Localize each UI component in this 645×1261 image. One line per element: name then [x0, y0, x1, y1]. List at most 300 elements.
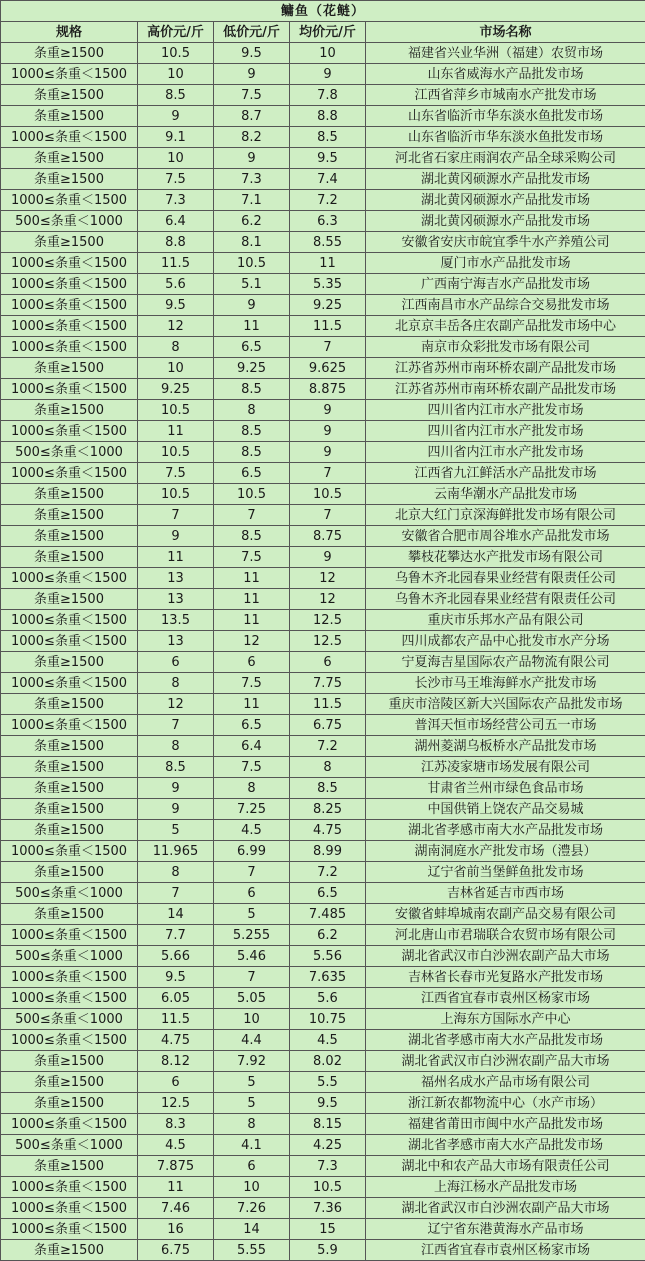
- high-price-cell: 9: [138, 526, 214, 547]
- spec-cell: 条重≥1500: [1, 85, 138, 106]
- high-price-cell: 9.5: [138, 967, 214, 988]
- low-price-cell: 9: [214, 295, 290, 316]
- avg-price-cell: 7: [290, 505, 366, 526]
- high-price-cell: 12.5: [138, 1093, 214, 1114]
- avg-price-cell: 7.2: [290, 736, 366, 757]
- high-price-cell: 10.5: [138, 484, 214, 505]
- market-name-cell: 福建省兴业华洲（福建）农贸市场: [366, 43, 645, 64]
- market-name-cell: 湖北省武汉市白沙洲农副产品大市场: [366, 1051, 645, 1072]
- low-price-cell: 6.5: [214, 715, 290, 736]
- spec-cell: 条重≥1500: [1, 484, 138, 505]
- avg-price-cell: 9.5: [290, 148, 366, 169]
- market-name-cell: 福州名成水产品市场有限公司: [366, 1072, 645, 1093]
- market-name-cell: 江西省萍乡市城南水产批发市场: [366, 85, 645, 106]
- market-name-cell: 北京京丰岳各庄农副产品批发市场中心: [366, 316, 645, 337]
- table-row: [1, 85, 645, 106]
- header-row: [1, 22, 645, 43]
- table-row: [1, 463, 645, 484]
- low-price-cell: 4.5: [214, 820, 290, 841]
- low-price-cell: 6.99: [214, 841, 290, 862]
- high-price-cell: 8: [138, 862, 214, 883]
- high-price-cell: 6: [138, 1072, 214, 1093]
- high-price-cell: 7: [138, 505, 214, 526]
- table-row: [1, 1072, 645, 1093]
- avg-price-cell: 7.4: [290, 169, 366, 190]
- low-price-cell: 11: [214, 610, 290, 631]
- low-price-cell: 7: [214, 967, 290, 988]
- high-price-cell: 6.75: [138, 1240, 214, 1261]
- spec-cell: 条重≥1500: [1, 148, 138, 169]
- avg-price-cell: 9.625: [290, 358, 366, 379]
- low-price-cell: 5.05: [214, 988, 290, 1009]
- low-price-cell: 10.5: [214, 253, 290, 274]
- market-name-cell: 辽宁省东港黄海水产品市场: [366, 1219, 645, 1240]
- market-name-cell: 重庆市乐邦水产品有限公司: [366, 610, 645, 631]
- table-row: [1, 925, 645, 946]
- high-price-cell: 10: [138, 358, 214, 379]
- spec-cell: 条重≥1500: [1, 358, 138, 379]
- spec-cell: 1000≤条重＜1500: [1, 631, 138, 652]
- market-name-cell: 宁夏海吉星国际农产品物流有限公司: [366, 652, 645, 673]
- low-price-cell: 9: [214, 64, 290, 85]
- table-row: [1, 1177, 645, 1198]
- low-price-cell: 7.3: [214, 169, 290, 190]
- table-row: [1, 316, 645, 337]
- high-price-cell: 8.3: [138, 1114, 214, 1135]
- low-price-cell: 5.46: [214, 946, 290, 967]
- market-name-cell: 江西省九江鲜活水产品批发市场: [366, 463, 645, 484]
- high-price-cell: 10: [138, 148, 214, 169]
- market-name-cell: 湖北黄冈硕源水产品批发市场: [366, 211, 645, 232]
- avg-price-cell: 9: [290, 547, 366, 568]
- market-name-cell: 四川省内江市水产批发市场: [366, 421, 645, 442]
- table-row: [1, 652, 645, 673]
- table-row: [1, 631, 645, 652]
- avg-price-cell: 5.56: [290, 946, 366, 967]
- market-name-cell: 河北唐山市君瑞联合农贸市场有限公司: [366, 925, 645, 946]
- high-price-cell: 11.5: [138, 1009, 214, 1030]
- low-price-cell: 8.2: [214, 127, 290, 148]
- high-price-cell: 7.875: [138, 1156, 214, 1177]
- high-price-cell: 10: [138, 64, 214, 85]
- table-row: [1, 1135, 645, 1156]
- table-row: [1, 421, 645, 442]
- high-price-cell: 12: [138, 316, 214, 337]
- low-price-cell: 7.5: [214, 673, 290, 694]
- market-name-cell: 云南华潮水产品批发市场: [366, 484, 645, 505]
- low-price-cell: 8.5: [214, 421, 290, 442]
- market-name-cell: 攀枝花攀达水产批发市场有限公司: [366, 547, 645, 568]
- table-row: [1, 568, 645, 589]
- low-price-cell: 4.4: [214, 1030, 290, 1051]
- high-price-cell: 8.8: [138, 232, 214, 253]
- avg-price-cell: 8.5: [290, 778, 366, 799]
- spec-cell: 条重≥1500: [1, 526, 138, 547]
- market-name-cell: 山东省威海水产品批发市场: [366, 64, 645, 85]
- table-row: [1, 106, 645, 127]
- avg-price-cell: 7.75: [290, 673, 366, 694]
- header-avg-price: 均价元/斤: [290, 22, 366, 43]
- table-row: [1, 967, 645, 988]
- avg-price-cell: 12.5: [290, 631, 366, 652]
- low-price-cell: 6.4: [214, 736, 290, 757]
- spec-cell: 1000≤条重＜1500: [1, 127, 138, 148]
- market-name-cell: 上海江杨水产品批发市场: [366, 1177, 645, 1198]
- high-price-cell: 11: [138, 1177, 214, 1198]
- spec-cell: 条重≥1500: [1, 547, 138, 568]
- high-price-cell: 5.66: [138, 946, 214, 967]
- high-price-cell: 9: [138, 106, 214, 127]
- avg-price-cell: 4.5: [290, 1030, 366, 1051]
- avg-price-cell: 7.485: [290, 904, 366, 925]
- high-price-cell: 6.4: [138, 211, 214, 232]
- table-row: [1, 400, 645, 421]
- market-name-cell: 江苏凌家塘市场发展有限公司: [366, 757, 645, 778]
- high-price-cell: 9: [138, 799, 214, 820]
- spec-cell: 条重≥1500: [1, 505, 138, 526]
- avg-price-cell: 6: [290, 652, 366, 673]
- table-row: [1, 1093, 645, 1114]
- avg-price-cell: 10: [290, 43, 366, 64]
- low-price-cell: 7.5: [214, 547, 290, 568]
- spec-cell: 条重≥1500: [1, 1072, 138, 1093]
- spec-cell: 500≤条重＜1000: [1, 883, 138, 904]
- low-price-cell: 7.5: [214, 757, 290, 778]
- table-row: [1, 1219, 645, 1240]
- high-price-cell: 13: [138, 589, 214, 610]
- high-price-cell: 13: [138, 631, 214, 652]
- market-name-cell: 四川省内江市水产批发市场: [366, 442, 645, 463]
- title-row: [1, 1, 645, 22]
- spec-cell: 1000≤条重＜1500: [1, 190, 138, 211]
- low-price-cell: 11: [214, 589, 290, 610]
- avg-price-cell: 8.75: [290, 526, 366, 547]
- avg-price-cell: 7.8: [290, 85, 366, 106]
- avg-price-cell: 8.99: [290, 841, 366, 862]
- low-price-cell: 5: [214, 1093, 290, 1114]
- low-price-cell: 6.2: [214, 211, 290, 232]
- spec-cell: 1000≤条重＜1500: [1, 337, 138, 358]
- high-price-cell: 9.5: [138, 295, 214, 316]
- low-price-cell: 11: [214, 568, 290, 589]
- low-price-cell: 8.7: [214, 106, 290, 127]
- market-name-cell: 湖南洞庭水产批发市场（澧县）: [366, 841, 645, 862]
- table-row: [1, 1240, 645, 1261]
- spec-cell: 条重≥1500: [1, 736, 138, 757]
- market-name-cell: 湖北省武汉市白沙洲农副产品大市场: [366, 946, 645, 967]
- table-row: [1, 799, 645, 820]
- spec-cell: 1000≤条重＜1500: [1, 1177, 138, 1198]
- avg-price-cell: 11.5: [290, 694, 366, 715]
- low-price-cell: 11: [214, 694, 290, 715]
- avg-price-cell: 10.5: [290, 1177, 366, 1198]
- spec-cell: 条重≥1500: [1, 862, 138, 883]
- low-price-cell: 7: [214, 505, 290, 526]
- spec-cell: 条重≥1500: [1, 652, 138, 673]
- spec-cell: 条重≥1500: [1, 106, 138, 127]
- avg-price-cell: 7: [290, 337, 366, 358]
- market-name-cell: 甘肃省兰州市绿色食品市场: [366, 778, 645, 799]
- spec-cell: 1000≤条重＜1500: [1, 967, 138, 988]
- high-price-cell: 8.12: [138, 1051, 214, 1072]
- table-row: [1, 169, 645, 190]
- spec-cell: 条重≥1500: [1, 400, 138, 421]
- low-price-cell: 5.1: [214, 274, 290, 295]
- table-row: [1, 232, 645, 253]
- table-row: [1, 610, 645, 631]
- spec-cell: 条重≥1500: [1, 43, 138, 64]
- table-row: [1, 337, 645, 358]
- market-name-cell: 湖北中和农产品大市场有限责任公司: [366, 1156, 645, 1177]
- high-price-cell: 13.5: [138, 610, 214, 631]
- market-name-cell: 中国供销上饶农产品交易城: [366, 799, 645, 820]
- spec-cell: 1000≤条重＜1500: [1, 274, 138, 295]
- avg-price-cell: 4.75: [290, 820, 366, 841]
- high-price-cell: 10.5: [138, 43, 214, 64]
- spec-cell: 条重≥1500: [1, 799, 138, 820]
- high-price-cell: 6: [138, 652, 214, 673]
- high-price-cell: 4.5: [138, 1135, 214, 1156]
- low-price-cell: 14: [214, 1219, 290, 1240]
- high-price-cell: 14: [138, 904, 214, 925]
- low-price-cell: 6: [214, 652, 290, 673]
- spec-cell: 1000≤条重＜1500: [1, 463, 138, 484]
- spec-cell: 1000≤条重＜1500: [1, 1198, 138, 1219]
- table-row: [1, 589, 645, 610]
- spec-cell: 1000≤条重＜1500: [1, 715, 138, 736]
- market-name-cell: 普洱天恒市场经营公司五一市场: [366, 715, 645, 736]
- avg-price-cell: 9: [290, 64, 366, 85]
- avg-price-cell: 8.5: [290, 127, 366, 148]
- avg-price-cell: 8.02: [290, 1051, 366, 1072]
- spec-cell: 条重≥1500: [1, 1051, 138, 1072]
- spec-cell: 条重≥1500: [1, 820, 138, 841]
- spec-cell: 条重≥1500: [1, 904, 138, 925]
- spec-cell: 条重≥1500: [1, 1156, 138, 1177]
- spec-cell: 500≤条重＜1000: [1, 1009, 138, 1030]
- high-price-cell: 7: [138, 715, 214, 736]
- high-price-cell: 7.5: [138, 463, 214, 484]
- market-name-cell: 湖北省孝感市南大水产品批发市场: [366, 1030, 645, 1051]
- table-row: [1, 547, 645, 568]
- spec-cell: 1000≤条重＜1500: [1, 316, 138, 337]
- avg-price-cell: 12: [290, 568, 366, 589]
- spec-cell: 500≤条重＜1000: [1, 442, 138, 463]
- avg-price-cell: 5.35: [290, 274, 366, 295]
- market-name-cell: 浙江新农都物流中心（水产市场）: [366, 1093, 645, 1114]
- avg-price-cell: 11.5: [290, 316, 366, 337]
- high-price-cell: 11: [138, 421, 214, 442]
- high-price-cell: 8.5: [138, 757, 214, 778]
- spec-cell: 1000≤条重＜1500: [1, 988, 138, 1009]
- high-price-cell: 8: [138, 673, 214, 694]
- high-price-cell: 12: [138, 694, 214, 715]
- market-name-cell: 江西省宜春市袁州区杨家市场: [366, 988, 645, 1009]
- avg-price-cell: 6.5: [290, 883, 366, 904]
- low-price-cell: 8: [214, 400, 290, 421]
- spec-cell: 条重≥1500: [1, 1093, 138, 1114]
- avg-price-cell: 8.15: [290, 1114, 366, 1135]
- spec-cell: 1000≤条重＜1500: [1, 568, 138, 589]
- high-price-cell: 6.05: [138, 988, 214, 1009]
- low-price-cell: 4.1: [214, 1135, 290, 1156]
- market-name-cell: 乌鲁木齐北园春果业经营有限责任公司: [366, 568, 645, 589]
- low-price-cell: 11: [214, 316, 290, 337]
- high-price-cell: 8: [138, 337, 214, 358]
- market-name-cell: 重庆市涪陵区新大兴国际农产品批发市场: [366, 694, 645, 715]
- table-row: [1, 295, 645, 316]
- table-row: [1, 715, 645, 736]
- high-price-cell: 5: [138, 820, 214, 841]
- market-name-cell: 福建省莆田市闽中水产品批发市场: [366, 1114, 645, 1135]
- spec-cell: 条重≥1500: [1, 694, 138, 715]
- spec-cell: 1000≤条重＜1500: [1, 1219, 138, 1240]
- market-name-cell: 湖北省武汉市白沙洲农副产品大市场: [366, 1198, 645, 1219]
- low-price-cell: 7.5: [214, 85, 290, 106]
- avg-price-cell: 6.2: [290, 925, 366, 946]
- avg-price-cell: 8.55: [290, 232, 366, 253]
- low-price-cell: 8: [214, 1114, 290, 1135]
- low-price-cell: 6.5: [214, 337, 290, 358]
- avg-price-cell: 6.3: [290, 211, 366, 232]
- market-name-cell: 吉林省延吉市西市场: [366, 883, 645, 904]
- market-name-cell: 广西南宁海吉水产品批发市场: [366, 274, 645, 295]
- market-name-cell: 北京大红门京深海鲜批发市场有限公司: [366, 505, 645, 526]
- avg-price-cell: 15: [290, 1219, 366, 1240]
- spec-cell: 1000≤条重＜1500: [1, 379, 138, 400]
- avg-price-cell: 12.5: [290, 610, 366, 631]
- table-row: [1, 484, 645, 505]
- low-price-cell: 5: [214, 1072, 290, 1093]
- avg-price-cell: 9: [290, 442, 366, 463]
- table-body: [1, 43, 645, 1261]
- low-price-cell: 5.55: [214, 1240, 290, 1261]
- market-name-cell: 湖州菱湖乌板桥水产品批发市场: [366, 736, 645, 757]
- market-name-cell: 四川成都农产品中心批发市水产分场: [366, 631, 645, 652]
- table-row: [1, 904, 645, 925]
- table-row: [1, 883, 645, 904]
- table-row: [1, 1051, 645, 1072]
- low-price-cell: 9.5: [214, 43, 290, 64]
- spec-cell: 条重≥1500: [1, 232, 138, 253]
- avg-price-cell: 7.36: [290, 1198, 366, 1219]
- table-row: [1, 1156, 645, 1177]
- high-price-cell: 10.5: [138, 400, 214, 421]
- avg-price-cell: 7: [290, 463, 366, 484]
- avg-price-cell: 10.5: [290, 484, 366, 505]
- spec-cell: 1000≤条重＜1500: [1, 673, 138, 694]
- spec-cell: 500≤条重＜1000: [1, 946, 138, 967]
- header-low-price: 低价元/斤: [214, 22, 290, 43]
- spec-cell: 1000≤条重＜1500: [1, 64, 138, 85]
- table-row: [1, 1009, 645, 1030]
- market-name-cell: 南京市众彩批发市场有限公司: [366, 337, 645, 358]
- avg-price-cell: 7.3: [290, 1156, 366, 1177]
- high-price-cell: 7.3: [138, 190, 214, 211]
- avg-price-cell: 9: [290, 421, 366, 442]
- high-price-cell: 9.1: [138, 127, 214, 148]
- spec-cell: 500≤条重＜1000: [1, 211, 138, 232]
- high-price-cell: 4.75: [138, 1030, 214, 1051]
- avg-price-cell: 5.9: [290, 1240, 366, 1261]
- table-row: [1, 148, 645, 169]
- table-row: [1, 778, 645, 799]
- market-name-cell: 湖北省孝感市南大水产品批发市场: [366, 820, 645, 841]
- avg-price-cell: 8: [290, 757, 366, 778]
- market-name-cell: 湖北省孝感市南大水产品批发市场: [366, 1135, 645, 1156]
- spec-cell: 1000≤条重＜1500: [1, 1030, 138, 1051]
- spec-cell: 500≤条重＜1000: [1, 1135, 138, 1156]
- low-price-cell: 8.1: [214, 232, 290, 253]
- market-name-cell: 江西省宜春市袁州区杨家市场: [366, 1240, 645, 1261]
- high-price-cell: 11.965: [138, 841, 214, 862]
- table-row: [1, 358, 645, 379]
- low-price-cell: 8.5: [214, 526, 290, 547]
- table-row: [1, 526, 645, 547]
- spec-cell: 1000≤条重＜1500: [1, 421, 138, 442]
- high-price-cell: 10.5: [138, 442, 214, 463]
- low-price-cell: 10.5: [214, 484, 290, 505]
- avg-price-cell: 6.75: [290, 715, 366, 736]
- avg-price-cell: 8.875: [290, 379, 366, 400]
- table-row: [1, 64, 645, 85]
- table-row: [1, 274, 645, 295]
- avg-price-cell: 5.6: [290, 988, 366, 1009]
- low-price-cell: 7.26: [214, 1198, 290, 1219]
- low-price-cell: 9: [214, 148, 290, 169]
- market-name-cell: 安徽省蚌埠城南农副产品交易有限公司: [366, 904, 645, 925]
- market-name-cell: 长沙市马王堆海鲜水产批发市场: [366, 673, 645, 694]
- high-price-cell: 8.5: [138, 85, 214, 106]
- low-price-cell: 12: [214, 631, 290, 652]
- spec-cell: 1000≤条重＜1500: [1, 295, 138, 316]
- avg-price-cell: 10.75: [290, 1009, 366, 1030]
- low-price-cell: 7.92: [214, 1051, 290, 1072]
- market-name-cell: 厦门市水产品批发市场: [366, 253, 645, 274]
- spec-cell: 1000≤条重＜1500: [1, 1114, 138, 1135]
- market-name-cell: 安徽省合肥市周谷堆水产品批发市场: [366, 526, 645, 547]
- high-price-cell: 13: [138, 568, 214, 589]
- table-row: [1, 1030, 645, 1051]
- low-price-cell: 8: [214, 778, 290, 799]
- header-high-price: 高价元/斤: [138, 22, 214, 43]
- avg-price-cell: 9.5: [290, 1093, 366, 1114]
- table-row: [1, 862, 645, 883]
- table-row: [1, 43, 645, 64]
- high-price-cell: 7.7: [138, 925, 214, 946]
- high-price-cell: 5.6: [138, 274, 214, 295]
- avg-price-cell: 12: [290, 589, 366, 610]
- low-price-cell: 5.255: [214, 925, 290, 946]
- market-name-cell: 湖北黄冈硕源水产品批发市场: [366, 190, 645, 211]
- spec-cell: 条重≥1500: [1, 757, 138, 778]
- spec-cell: 条重≥1500: [1, 169, 138, 190]
- avg-price-cell: 11: [290, 253, 366, 274]
- market-name-cell: 江苏省苏州市南环桥农副产品批发市场: [366, 379, 645, 400]
- market-name-cell: 上海东方国际水产中心: [366, 1009, 645, 1030]
- table-row: [1, 211, 645, 232]
- avg-price-cell: 7.2: [290, 190, 366, 211]
- low-price-cell: 7: [214, 862, 290, 883]
- spec-cell: 1000≤条重＜1500: [1, 610, 138, 631]
- high-price-cell: 7: [138, 883, 214, 904]
- table-row: [1, 127, 645, 148]
- table-row: [1, 820, 645, 841]
- market-name-cell: 江西南昌市水产品综合交易批发市场: [366, 295, 645, 316]
- table-row: [1, 1198, 645, 1219]
- avg-price-cell: 8.8: [290, 106, 366, 127]
- header-spec: 规格: [1, 22, 138, 43]
